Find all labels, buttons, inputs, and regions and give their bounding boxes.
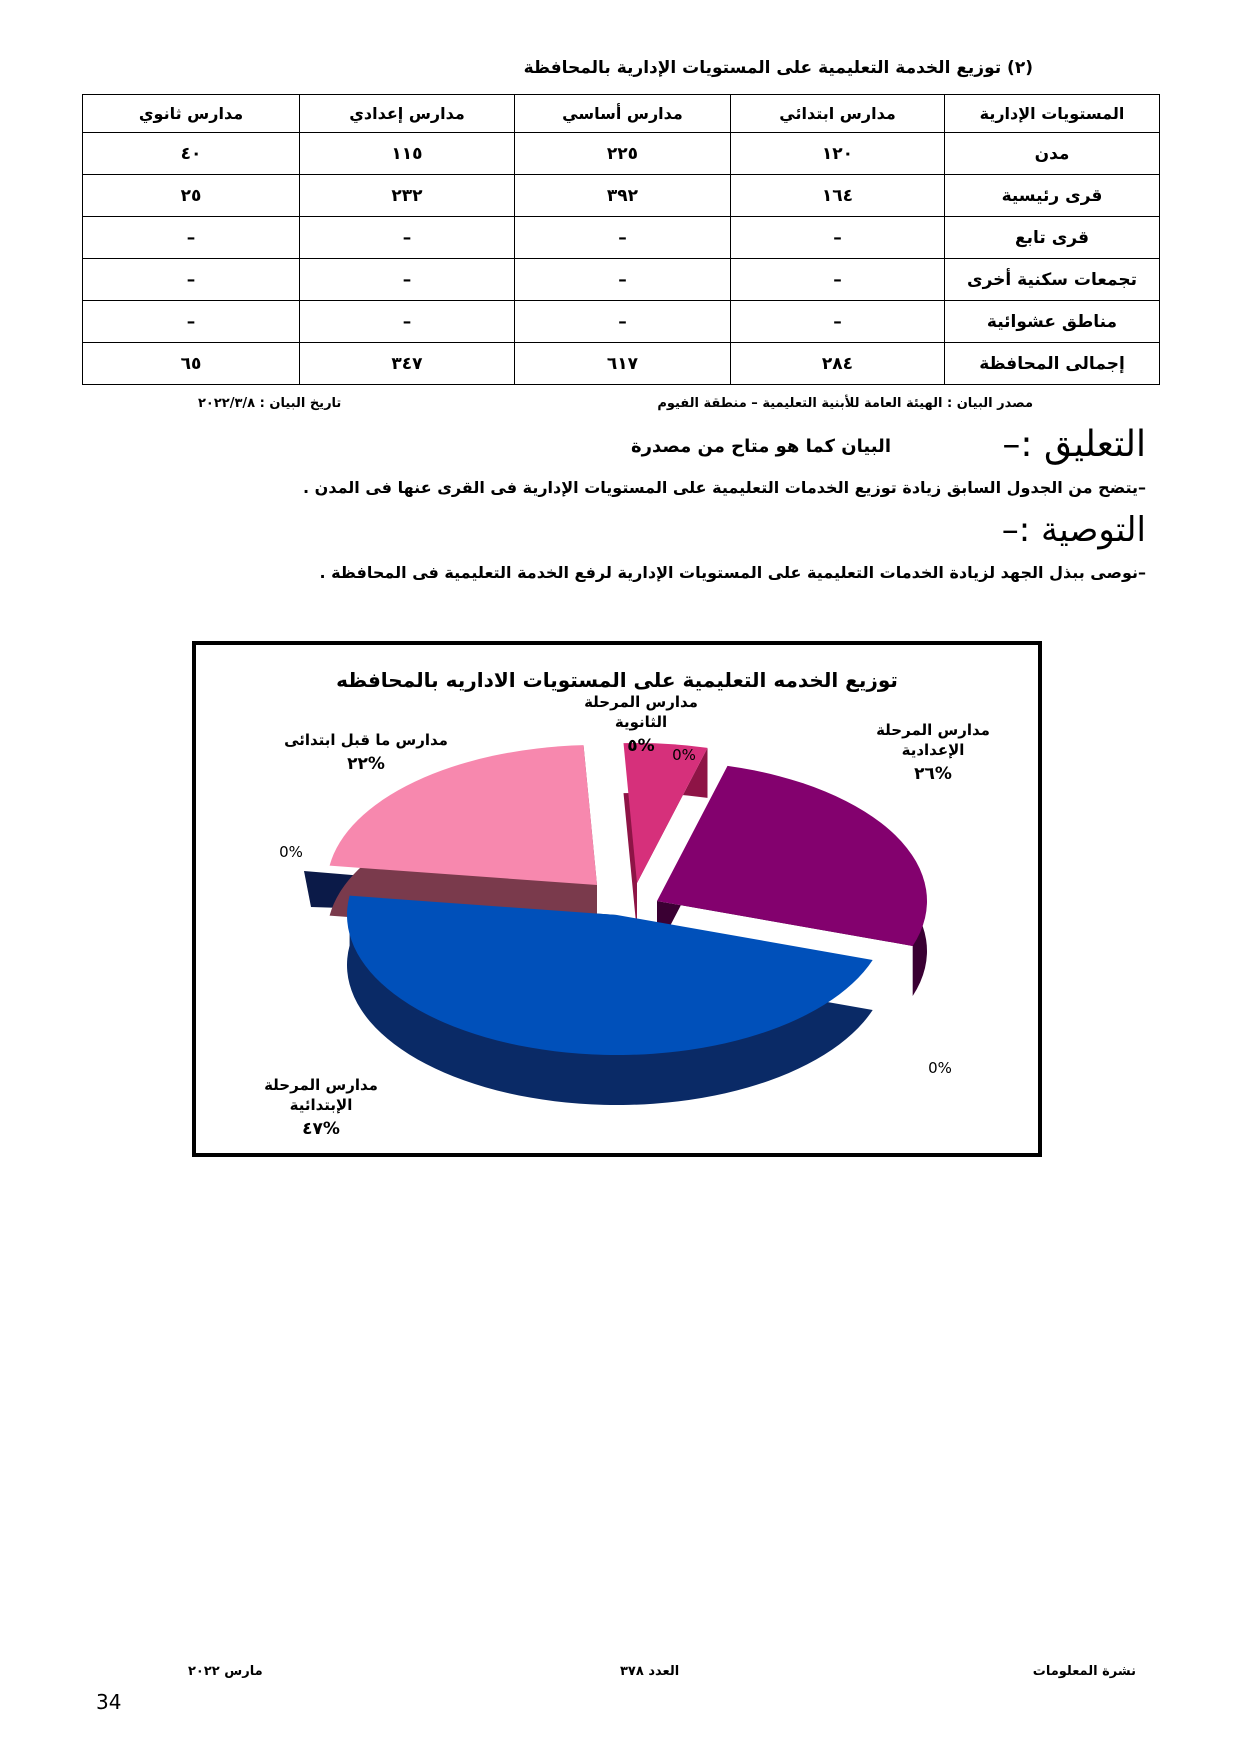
table-cell: ٦٥ xyxy=(83,343,300,385)
table-cell: ٢٣٢ xyxy=(300,175,515,217)
table-cell: – xyxy=(83,217,300,259)
table-cell: – xyxy=(300,259,515,301)
table-row xyxy=(83,259,1160,301)
table-row xyxy=(83,133,1160,175)
chart-title: توزيع الخدمه التعليمية على المستويات الاداريه بالمحافظه xyxy=(336,668,898,692)
table-cell: قرى تابع xyxy=(945,217,1160,259)
table-cell: ٣٩٢ xyxy=(515,175,731,217)
slice-label: مدارس المرحلة xyxy=(584,693,698,711)
table-cell: – xyxy=(515,259,731,301)
table-header: مدارس إعدادي xyxy=(300,95,515,133)
zero-value-label: 0% xyxy=(928,1059,952,1077)
slice-label: الإعدادية xyxy=(901,741,965,759)
pie-chart-frame xyxy=(192,641,1042,1157)
zero-value-label: 0% xyxy=(672,746,696,764)
table-header: مدارس أساسي xyxy=(515,95,731,133)
table-cell: – xyxy=(83,259,300,301)
table-row xyxy=(83,301,1160,343)
comment-title: التعليق :– xyxy=(1002,424,1146,465)
table-header: مدارس ابتدائي xyxy=(731,95,945,133)
table-header: المستويات الإدارية xyxy=(945,95,1160,133)
table-cell: مدن xyxy=(945,133,1160,175)
page-number: 34 xyxy=(96,1690,122,1714)
table-cell: – xyxy=(731,301,945,343)
slice-value-label: %٢٢ xyxy=(347,754,385,774)
page-heading: (٢) توزيع الخدمة التعليمية على المستويات الإدارية بالمحافظة xyxy=(523,58,1033,78)
table-header-row xyxy=(83,95,1160,133)
table-cell: ٤٠ xyxy=(83,133,300,175)
table-cell: – xyxy=(300,301,515,343)
table-cell: ٢٥ xyxy=(83,175,300,217)
table-date: تاريخ البيان : ٢٠٢٢/٣/٨ xyxy=(198,396,342,411)
slice-label: مدارس ما قبل ابتدائى xyxy=(284,731,448,749)
table-cell: – xyxy=(731,217,945,259)
table-cell: إجمالى المحافظة xyxy=(945,343,1160,385)
slice-label: مدارس المرحلة xyxy=(876,721,990,739)
table-cell: ١٦٤ xyxy=(731,175,945,217)
slice-label: الثانوية xyxy=(614,713,668,731)
slice-label: مدارس المرحلة xyxy=(264,1076,378,1094)
pie-chart xyxy=(196,645,1038,1153)
table-cell: – xyxy=(300,217,515,259)
slice-value-label: %٥ xyxy=(627,736,655,756)
table-row xyxy=(83,217,1160,259)
table-cell: قرى رئيسية xyxy=(945,175,1160,217)
slice-value-label: %٢٦ xyxy=(914,764,952,784)
zero-value-label: 0% xyxy=(279,843,303,861)
table-cell: – xyxy=(515,301,731,343)
slice-label: الإبتدائية xyxy=(289,1096,353,1114)
table-row xyxy=(83,343,1160,385)
table-source: مصدر البيان : الهيئة العامة للأبنية التعليمية – منطقة الفيوم xyxy=(657,396,1033,411)
slice-value-label: %٤٧ xyxy=(302,1119,340,1139)
table-cell: – xyxy=(515,217,731,259)
comment-line: –يتضح من الجدول السابق زيادة توزيع الخدمات التعليمية على المستويات الإدارية فى القرى عنها فى المدن . xyxy=(303,478,1146,497)
footer-issue: العدد ٣٧٨ xyxy=(620,1664,680,1679)
footer-month: مارس ٢٠٢٢ xyxy=(188,1664,263,1679)
table-cell: ٦١٧ xyxy=(515,343,731,385)
comment-text: البيان كما هو متاح من مصدرة xyxy=(631,436,891,457)
recommendation-title: التوصية :– xyxy=(1001,510,1146,550)
table-header: مدارس ثانوي xyxy=(83,95,300,133)
table-cell: مناطق عشوائية xyxy=(945,301,1160,343)
schools-table xyxy=(82,94,1160,385)
table-cell: ٢٨٤ xyxy=(731,343,945,385)
table-cell: ٢٢٥ xyxy=(515,133,731,175)
footer-publication: نشرة المعلومات xyxy=(1032,1664,1136,1679)
table-cell: ١١٥ xyxy=(300,133,515,175)
table-cell: – xyxy=(83,301,300,343)
table-cell: تجمعات سكنية أخرى xyxy=(945,259,1160,301)
table-cell: ٣٤٧ xyxy=(300,343,515,385)
table-cell: ١٢٠ xyxy=(731,133,945,175)
table-cell: – xyxy=(731,259,945,301)
recommendation-line: –نوصى ببذل الجهد لزيادة الخدمات التعليمية على المستويات الإدارية لرفع الخدمة التعليمية فى المحافظة . xyxy=(319,563,1146,582)
table-row xyxy=(83,175,1160,217)
